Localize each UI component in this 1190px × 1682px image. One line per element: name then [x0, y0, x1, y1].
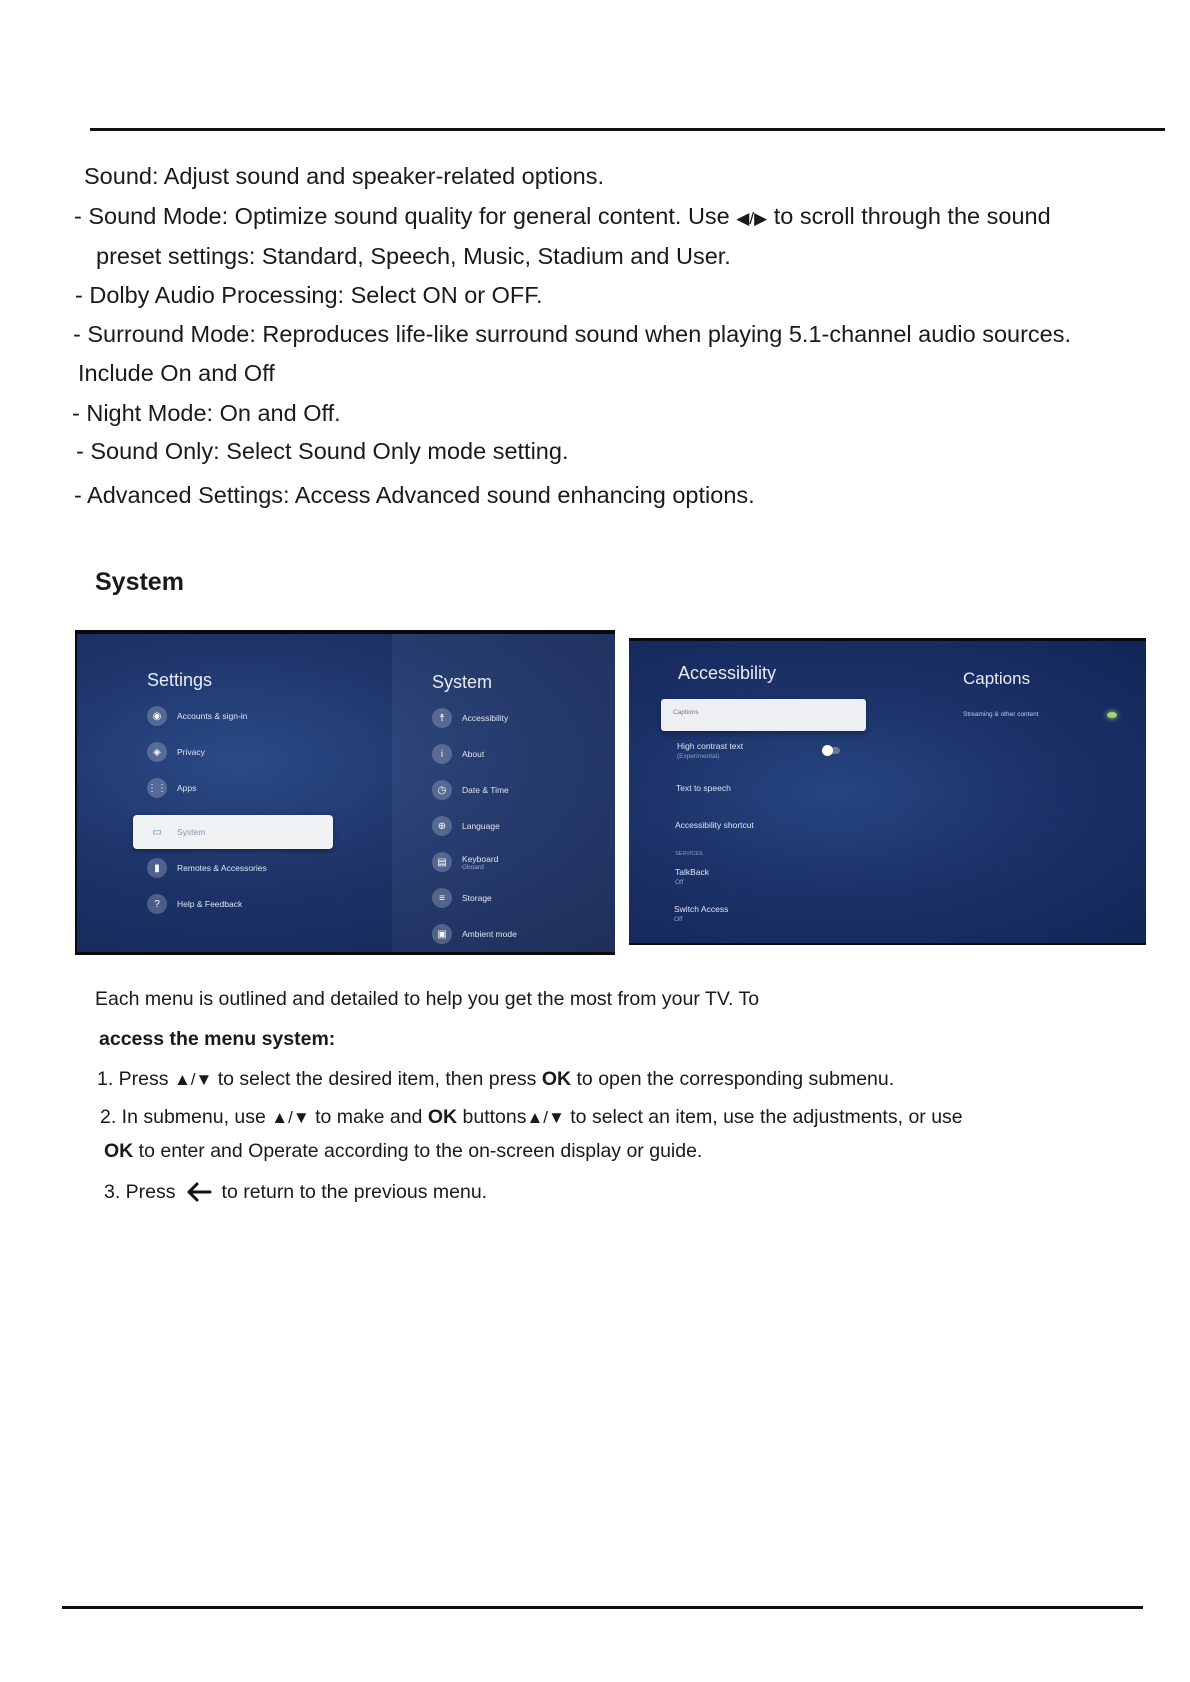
info-icon: i	[432, 744, 452, 764]
privacy-shield-icon: ◈	[147, 742, 167, 762]
settings-item-label: System	[177, 827, 206, 837]
surround-line: - Surround Mode: Reproduces life-like surround sound when playing 5.1-channel audio sources.	[73, 321, 1072, 347]
section-heading-system: System	[95, 568, 184, 596]
up-down-arrows-icon: ▲/▼	[173, 1070, 213, 1089]
surround-line-2: Include On and Off	[78, 360, 275, 386]
step-text: 1. Press	[97, 1068, 169, 1090]
sound-mode-text-end: to scroll through the sound	[773, 203, 1051, 229]
tv-settings-screenshot	[75, 630, 615, 955]
sound-mode-presets: preset settings: Standard, Speech, Music, Stadium and User.	[96, 243, 731, 269]
step-text: buttons	[462, 1106, 527, 1128]
apps-grid-icon: ⋮⋮	[147, 778, 167, 798]
captions-title: Captions	[963, 669, 1031, 688]
help-icon: ?	[147, 894, 167, 914]
top-rule	[90, 128, 1165, 131]
settings-item-system[interactable]	[147, 822, 205, 842]
settings-item-label: Help & Feedback	[177, 899, 243, 909]
system-item-label: Ambient mode	[462, 929, 517, 939]
step-text: 2. In submenu, use	[100, 1106, 266, 1128]
system-title: System	[432, 672, 493, 692]
account-icon: ◉	[147, 706, 167, 726]
back-arrow-icon	[186, 1181, 212, 1203]
toggle-on-indicator	[1107, 712, 1117, 718]
globe-icon: ⊕	[432, 816, 452, 836]
step-text: to enter and Operate according to the on-screen display or guide.	[138, 1140, 703, 1162]
step-text: to open the corresponding submenu.	[576, 1068, 895, 1090]
ok-key: OK	[427, 1106, 458, 1128]
accessibility-shortcut-label[interactable]: Accessibility shortcut	[675, 820, 754, 830]
system-item-label: Language	[462, 821, 500, 831]
tv-accessibility-screenshot	[629, 638, 1146, 945]
system-item-storage[interactable]	[432, 888, 492, 908]
high-contrast-toggle[interactable]	[824, 747, 840, 754]
system-item-label: Keyboard	[462, 853, 499, 864]
captions-item-label: Captions	[673, 709, 699, 716]
keyboard-icon: ▤	[432, 852, 452, 872]
settings-item-remotes[interactable]	[147, 858, 267, 878]
advanced-settings-line: - Advanced Settings: Access Advanced sound enhancing options.	[74, 482, 755, 508]
captions-item[interactable]	[661, 699, 866, 731]
menu-access-heading: access the menu system:	[99, 1028, 336, 1050]
settings-item-apps[interactable]	[147, 778, 196, 798]
ok-key: OK	[104, 1140, 134, 1162]
settings-item-label: Accounts & sign-in	[177, 711, 248, 721]
up-down-arrows-icon: ▲/▼	[271, 1108, 310, 1127]
dolby-line: - Dolby Audio Processing: Select ON or OFF.	[75, 282, 543, 308]
accessibility-icon: ☨	[432, 708, 452, 728]
accessibility-title: Accessibility	[678, 663, 777, 683]
streaming-label[interactable]: Streaming & other content	[963, 711, 1039, 718]
menu-step-3	[104, 1180, 487, 1204]
system-item-language[interactable]	[432, 816, 500, 836]
tv-icon: ▭	[152, 826, 162, 838]
sound-only-line: - Sound Only: Select Sound Only mode setting.	[76, 438, 569, 464]
high-contrast-label[interactable]: High contrast text	[677, 741, 744, 751]
storage-icon: ≡	[432, 888, 452, 908]
talkback-sub: Off	[675, 879, 684, 886]
switch-access-label[interactable]: Switch Access	[674, 904, 729, 914]
settings-item-privacy[interactable]	[147, 742, 205, 762]
system-item-keyboard[interactable]	[432, 852, 498, 872]
text-to-speech-label[interactable]: Text to speech	[676, 783, 731, 793]
bottom-rule	[62, 1606, 1143, 1609]
system-item-label: Storage	[462, 893, 492, 903]
system-item-date-time[interactable]	[432, 780, 509, 800]
system-item-text	[462, 854, 498, 871]
settings-item-label: Apps	[177, 783, 197, 793]
clock-icon: ◷	[432, 780, 452, 800]
system-item-label: About	[462, 749, 485, 759]
step-text: to make and	[315, 1106, 423, 1128]
ambient-icon: ▣	[432, 924, 452, 944]
menu-step-2-cont	[104, 1139, 702, 1163]
settings-item-label: Privacy	[177, 747, 205, 757]
menu-step-2	[100, 1105, 963, 1130]
high-contrast-sub: (Experimental)	[677, 753, 720, 760]
menu-intro: Each menu is outlined and detailed to help you get the most from your TV. To	[95, 988, 760, 1010]
step-text: to select the desired item, then press	[217, 1068, 537, 1090]
system-item-label: Accessibility	[462, 713, 509, 723]
settings-title: Settings	[147, 670, 213, 690]
settings-item-help[interactable]	[147, 894, 242, 914]
left-right-arrows-icon: ◀/▶	[736, 209, 768, 228]
night-mode-line: - Night Mode: On and Off.	[72, 400, 341, 426]
ok-key: OK	[541, 1068, 572, 1090]
settings-item-label: Remotes & Accessories	[177, 863, 267, 873]
step-text: to return to the previous menu.	[221, 1181, 488, 1203]
system-item-ambient[interactable]	[432, 924, 517, 944]
talkback-label[interactable]: TalkBack	[675, 867, 710, 877]
step-text: to select an item, use the adjustments, or use	[570, 1106, 963, 1128]
settings-item-accounts[interactable]	[147, 706, 247, 726]
sound-title: Sound: Adjust sound and speaker-related options.	[84, 163, 604, 189]
system-item-label: Date & Time	[462, 785, 509, 795]
menu-step-1	[97, 1067, 894, 1092]
sound-mode-text: - Sound Mode: Optimize sound quality for general content. Use	[74, 203, 730, 229]
up-down-arrows-icon: ▲/▼	[526, 1108, 565, 1127]
system-item-accessibility[interactable]	[432, 708, 508, 728]
remote-icon: ▮	[147, 858, 167, 878]
sound-mode-line	[74, 202, 1051, 233]
services-label: SERVICES	[675, 851, 703, 857]
switch-access-sub: Off	[674, 916, 683, 923]
system-item-about[interactable]	[432, 744, 484, 764]
step-text: 3. Press	[104, 1181, 176, 1203]
system-item-sub: Gboard	[462, 863, 484, 871]
